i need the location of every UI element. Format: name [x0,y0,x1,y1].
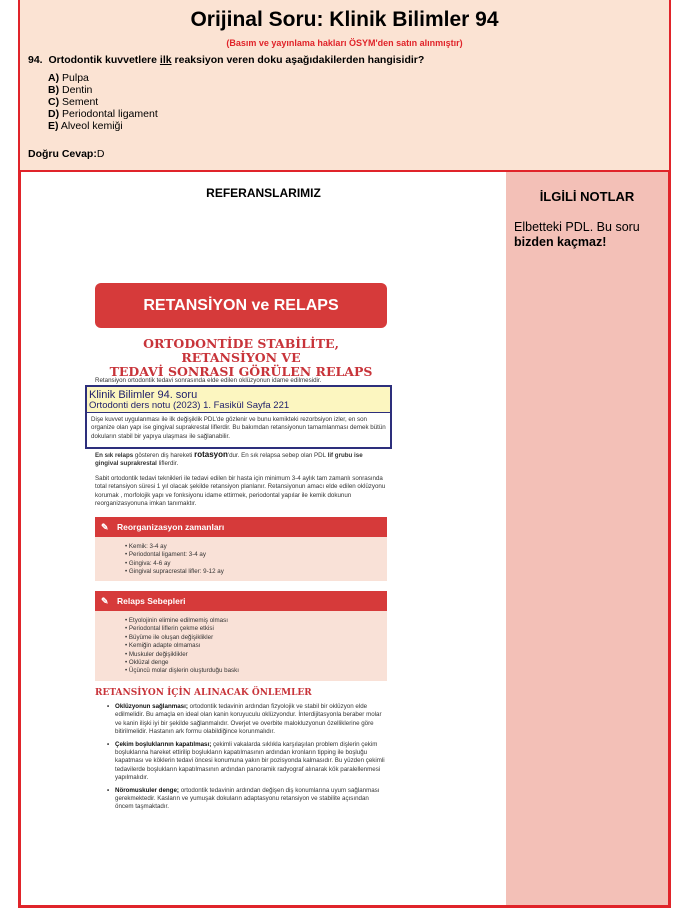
list-item: • Çekim boşluklarının kapatılması; çekimli vakalarda sıklıkla karşılaşılan problem dişlerin çekim boşluklarına hareket ettirilip boşlukların kapatılmasının ardından kronların tipping ile boşluğu kapatması ve köklerin tedavi öncesi konumuna yakın bir pozisyonda kalmasıdır. Bu yüzden çekimli tedavilerde boşlukların kapatılmasının ardından panoramik radyograf alınarak kök paralellenmesi yapılmalıdır. [107,741,387,783]
notes-column [506,172,668,905]
list-item: • Kemik: 3-4 ay [125,543,387,551]
list-item: • Oklüzal denge [125,659,387,667]
list-item: • Gingiva: 4-6 ay [125,560,387,568]
list-item: • Üçüncü molar dişlerin oluşturduğu baskı [125,667,387,675]
option-b: B) Dentin [48,84,93,96]
option-a: A) Pulpa [48,72,89,84]
answer-value: D [96,148,105,160]
pencil-icon: ✎ [101,596,109,606]
list-item: • Nöromuskuler denge; ortodontik tedavinin ardından değişen diş konumlarına uyum sağlanması gerekmektedir. Kasların ve yumuşak dokuların adaptasyonu retansiyon ve stabilite açısından öncem taşmaktadır. [107,787,387,812]
references-title: REFERANSLARIMIZ [206,186,321,200]
notes-title: İLGİLİ NOTLAR [539,189,635,204]
list-item: • Periodontal liflerin çekme etkisi [125,625,387,633]
question-box [18,0,671,172]
highlight-label [87,387,390,413]
reference-book-page [89,283,388,843]
highlight-question-ref: Klinik Bilimler 94. soru [89,389,198,401]
question-title: Orijinal Soru: Klinik Bilimler 94 [190,8,499,31]
list-item: • Etyolojinin elimine edilmemiş olması [125,617,387,625]
reorg-header: ✎ Reorganizasyon zamanları [95,517,387,537]
correct-answer: Doğru Cevap:D [28,148,105,160]
copyright-note: (Basım ve yayınlama hakları ÖSYM'den satın alınmıştır) [226,38,463,48]
list-item: • Kemiğin adapte olmaması [125,642,387,650]
measures-list [107,703,387,816]
question-stem [28,54,424,66]
reorg-list [95,537,387,581]
list-item: • Oklüzyonun sağlanması; ortodontik tedavinin ardından fizyolojik ve stabil bir oklüzyon elde edilmelidir. Bu amaçla en ideal olan kanin koruyuculu oklüzyondur. İnterdijitasyonla beraber molar ve kanin ilişki iyi bir şekilde sağlanmalıdır. Overjet ve overbite malokluzyonun özelliklerine göre bitirilmelidir. Hastanın ark formu olabildiğince korunmalıdır. [107,703,387,737]
stem-emphasis: ilk [159,54,172,66]
relaps-list [95,611,387,681]
retention-paragraph: Sabit ortodontik tedavi teknikleri ile tedavi edilen bir hasta için minimum 3-4 aylık tam zamanlı sonrasında total retansiyon süresi 1 yıl olacak şekilde retansiyon planlanır. Retansiyonun amacı elde edilen oklüzyonu korumak , morfolojik yapı ve fonksiyonu idame ettirmek, periodontal yapılar ile kemik dokunun reorganizasyonuna imkan tanımaktır. [95,475,386,508]
list-item: • Gingival supracrestal lifler: 9-12 ay [125,568,387,576]
question-number: 94. [28,54,43,66]
notes-text: Elbetteki PDL. Bu soru bizden kaçmaz! [514,220,640,249]
stem-after: reaksiyon veren doku aşağıdakilerden hangisidir? [174,54,425,66]
list-item: • Büyüme ile oluşan değişiklikler [125,634,387,642]
highlight-body: Dişe kuvvet uygulanması ile ilk değişiklik PDL'de gözlenir ve bunu kemikteki rezorbsiyon izler, en son organize olan yapı ise gingival suprakrestal liflerdir. Bu bakımdan retansiyonun tamamlanması demek bütün dokuların stabil bir yapıya ulaşması ile sağlanabilir. [91,416,386,440]
relaps-header: ✎ Relaps Sebepleri [95,591,387,611]
list-item: • Muskuler değişiklikler [125,651,387,659]
option-e: E) Alveol kemiği [48,120,123,132]
book-heading: ORTODONTİDE STABİLİTE, RETANSİYON VE TEDAVİ SONRASI GÖRÜLEN RELAPS [109,336,373,379]
answer-options [48,72,158,132]
stem-before: Ortodontik kuvvetlere [48,54,157,66]
option-c: C) Sement [48,96,99,108]
option-d: D) Periodontal ligament [48,108,158,120]
pencil-icon: ✎ [101,522,109,532]
book-banner: RETANSİYON ve RELAPS [95,283,387,328]
highlight-box [85,385,392,449]
list-item: • Periodontal ligament: 3-4 ay [125,551,387,559]
highlight-source-ref: Ortodonti ders notu (2023) 1. Fasikül Sayfa 221 [89,400,290,411]
book-intro: Retansiyon ortodontik tedavi sonrasında elde edilen oklüzyonun idame edilmesidir. [95,377,322,384]
measures-heading: RETANSİYON İÇİN ALINACAK ÖNLEMLER [95,688,312,698]
relaps-paragraph: En sık relaps gösteren diş hareketi rotasyon'dur. En sık relapsa sebep olan PDL lif grubu ise gingival suprakrestal liflerdir. [95,450,363,468]
